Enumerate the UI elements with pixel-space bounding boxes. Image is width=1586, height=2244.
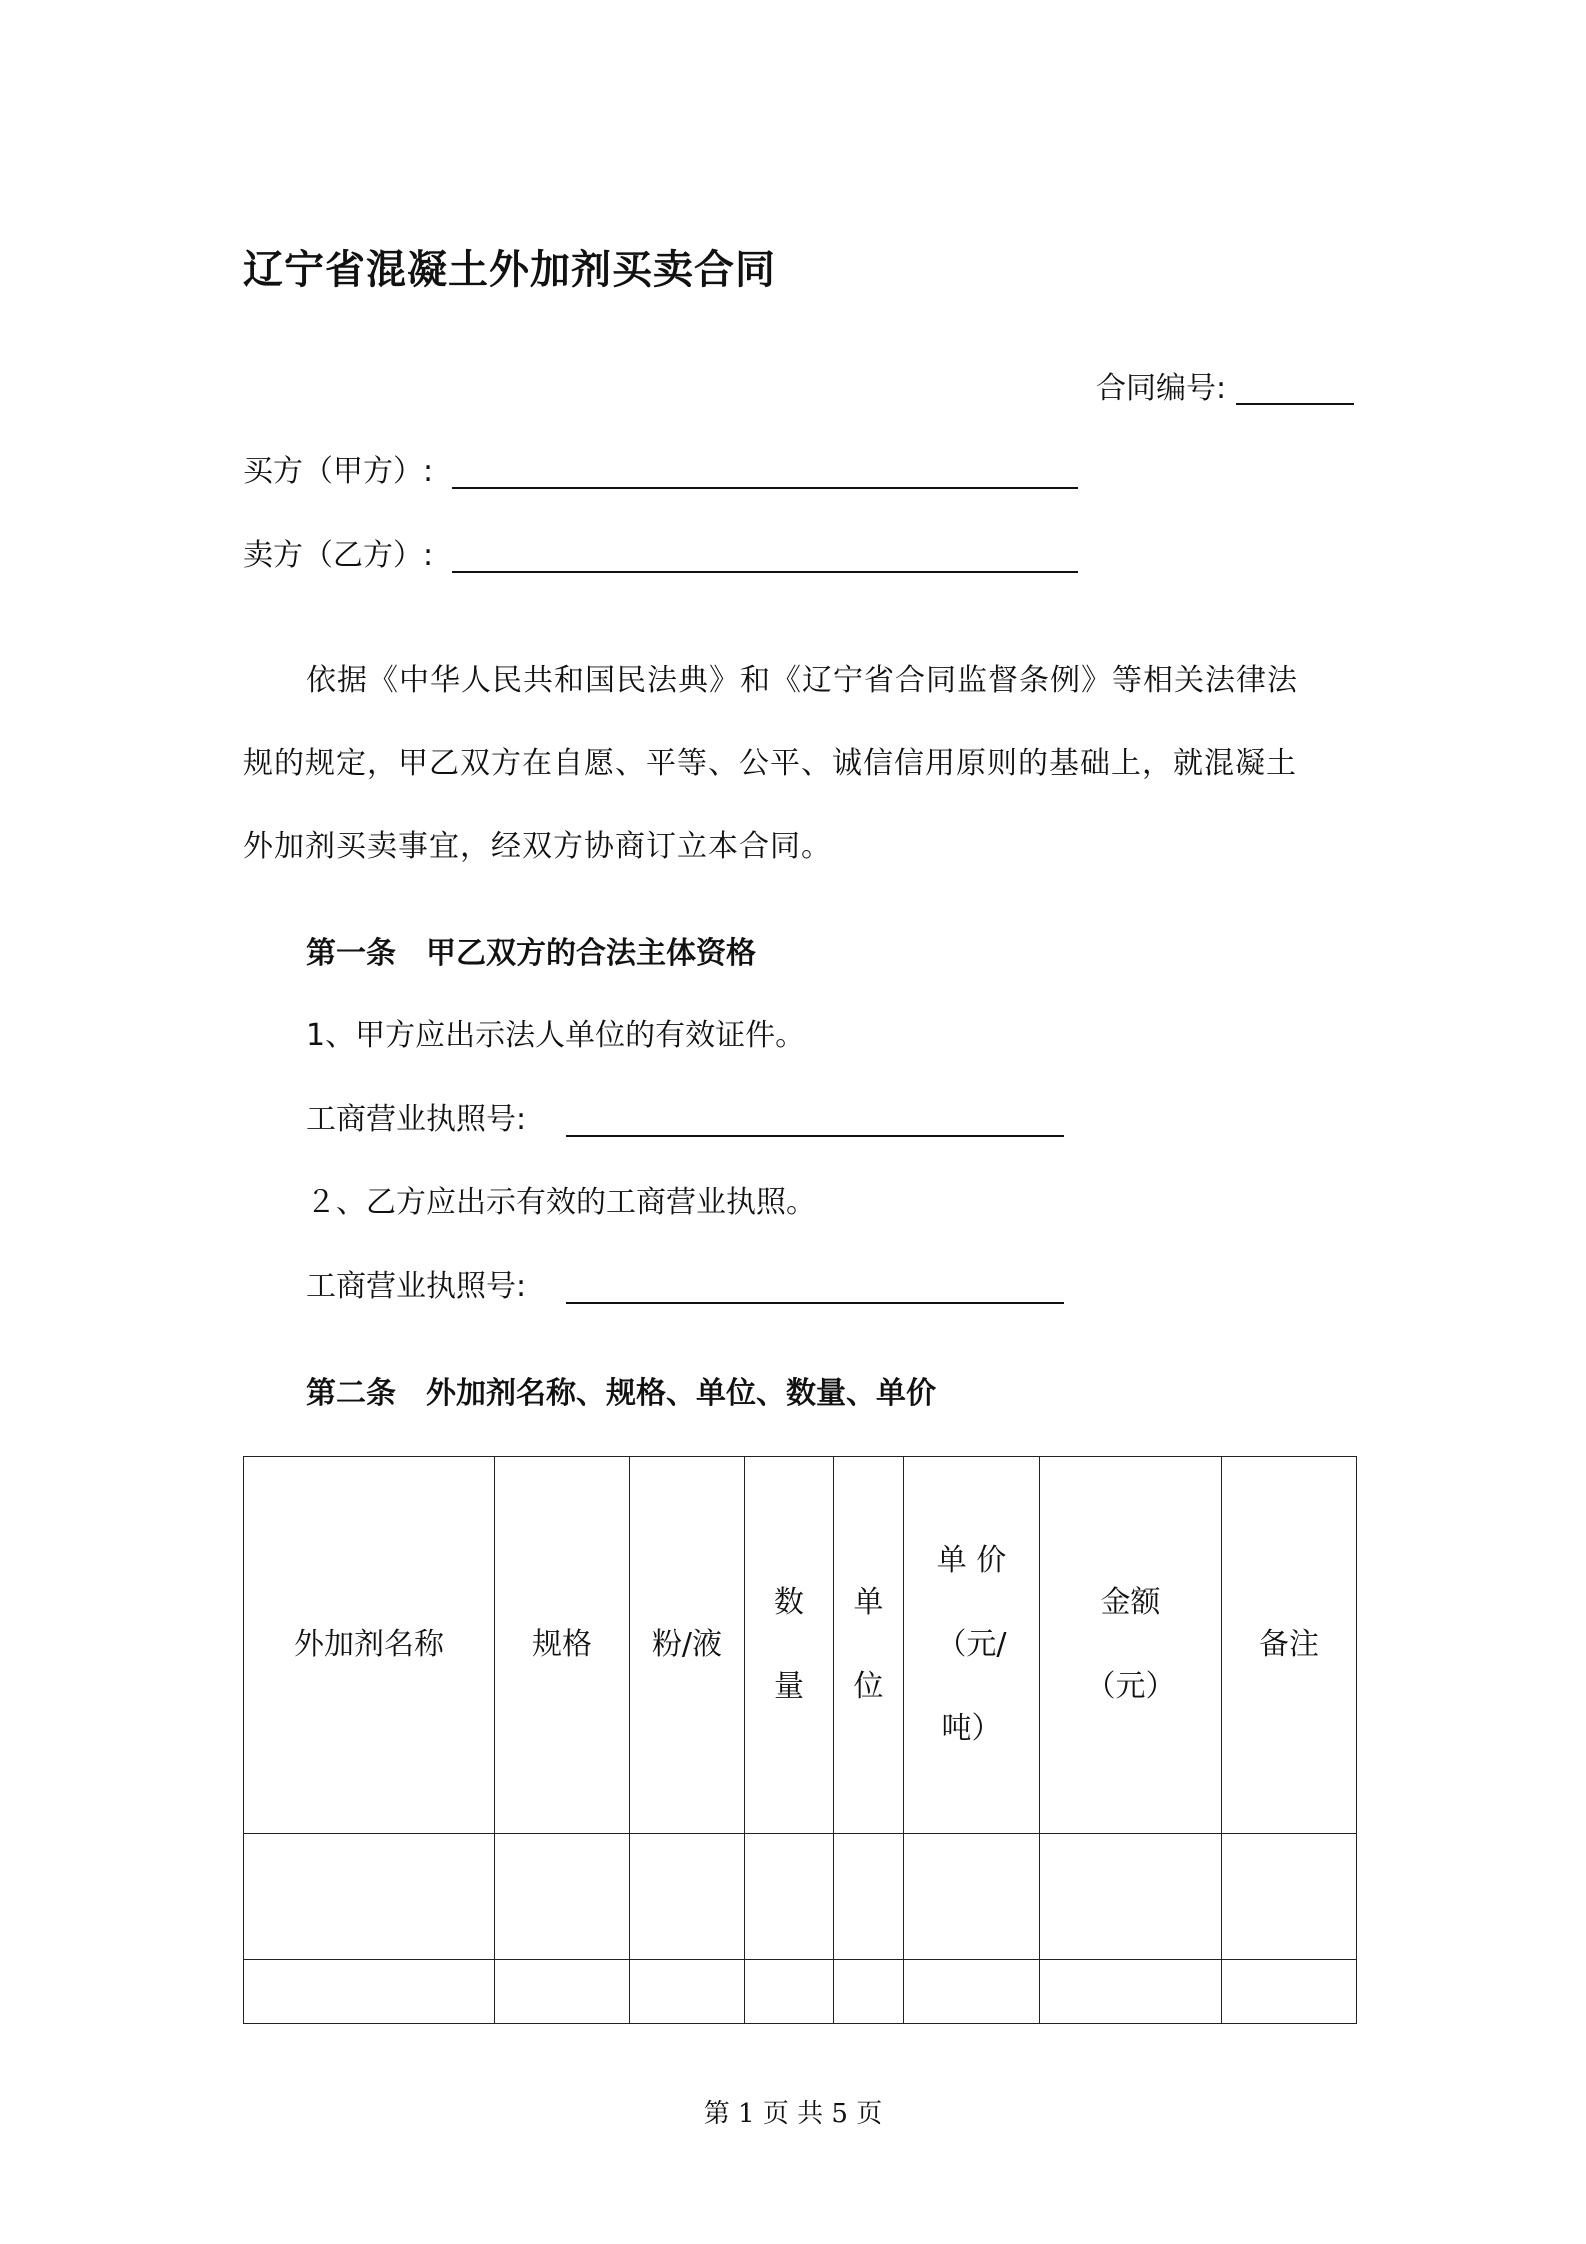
header-remarks: 备注 <box>1222 1457 1357 1834</box>
table-cell[interactable] <box>244 1960 495 2024</box>
business-license-field-1[interactable] <box>566 1135 1064 1137</box>
table-cell[interactable] <box>745 1834 834 1960</box>
intro-paragraph-line-1: 依据《中华人民共和国民法典》和《辽宁省合同监督条例》等相关法律法 <box>306 663 1298 698</box>
intro-paragraph-line-2: 规的规定，甲乙双方在自愿、平等、公平、诚信信用原则的基础上，就混凝土 <box>243 746 1297 781</box>
seller-field[interactable] <box>452 571 1078 573</box>
header-powder-liquid: 粉/液 <box>630 1457 745 1834</box>
table-cell[interactable] <box>495 1834 630 1960</box>
business-license-field-2[interactable] <box>566 1302 1064 1304</box>
table-cell[interactable] <box>834 1834 904 1960</box>
article-1-item-2: ２、乙方应出示有效的工商营业执照。 <box>306 1185 816 1220</box>
table-cell[interactable] <box>745 1960 834 2024</box>
table-cell[interactable] <box>495 1960 630 2024</box>
page-number-footer: 第 1 页 共 5 页 <box>703 2099 883 2129</box>
header-amount: 金额（元） <box>1040 1457 1222 1834</box>
table-cell[interactable] <box>904 1834 1040 1960</box>
business-license-label-2: 工商营业执照号: <box>306 1269 527 1304</box>
article-1-heading: 第一条 甲乙双方的合法主体资格 <box>306 936 756 971</box>
table-cell[interactable] <box>244 1834 495 1960</box>
table-cell[interactable] <box>630 1960 745 2024</box>
article-2-heading: 第二条 外加剂名称、规格、单位、数量、单价 <box>306 1376 936 1411</box>
buyer-label: 买方（甲方）: <box>243 454 434 489</box>
contract-number-label: 合同编号: <box>1096 371 1227 406</box>
header-unit: 单位 <box>834 1457 904 1834</box>
contract-number-field[interactable] <box>1236 403 1354 405</box>
document-title: 辽宁省混凝土外加剂买卖合同 <box>243 247 776 293</box>
table-cell[interactable] <box>1222 1960 1357 2024</box>
table-cell[interactable] <box>1222 1834 1357 1960</box>
table-header-row <box>244 1457 1357 1834</box>
business-license-label-1: 工商营业执照号: <box>306 1102 527 1137</box>
header-admixture-name: 外加剂名称 <box>244 1457 495 1834</box>
admixture-spec-table <box>243 1456 1357 2024</box>
table-cell[interactable] <box>1040 1834 1222 1960</box>
header-quantity: 数量 <box>745 1457 834 1834</box>
buyer-field[interactable] <box>452 487 1078 489</box>
header-specification: 规格 <box>495 1457 630 1834</box>
intro-paragraph-line-3: 外加剂买卖事宜，经双方协商订立本合同。 <box>243 829 832 864</box>
table-row <box>244 1834 1357 1960</box>
table-cell[interactable] <box>834 1960 904 2024</box>
table-cell[interactable] <box>904 1960 1040 2024</box>
table-cell[interactable] <box>630 1834 745 1960</box>
article-1-item-1: 1、甲方应出示法人单位的有效证件。 <box>306 1018 806 1053</box>
table-cell[interactable] <box>1040 1960 1222 2024</box>
seller-label: 卖方（乙方）: <box>243 538 434 573</box>
header-unit-price: 单 价（元/吨） <box>904 1457 1040 1834</box>
table-row <box>244 1960 1357 2024</box>
